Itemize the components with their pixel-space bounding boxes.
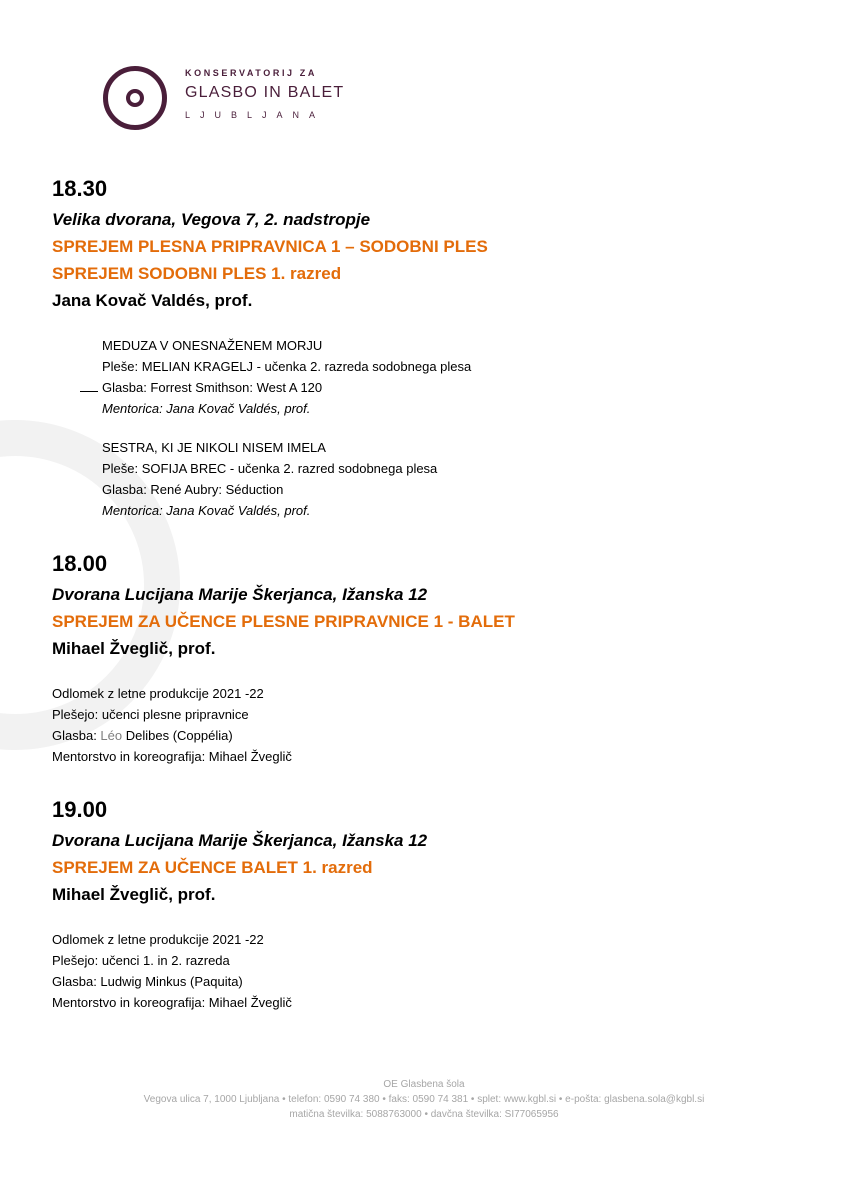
section-details bbox=[52, 683, 812, 767]
logo-text bbox=[185, 68, 344, 120]
details-choreography: Mentorstvo in koreografija: Mihael Žveglič bbox=[52, 749, 292, 764]
section-time: 18.00 bbox=[52, 551, 108, 576]
footer-registration: matična številka: 5088763000 • davčna številka: SI77065956 bbox=[289, 1109, 559, 1120]
logo-ring-icon bbox=[103, 66, 167, 130]
section-teacher: Mihael Žveglič, prof. bbox=[52, 885, 216, 904]
program-content bbox=[52, 174, 812, 1041]
section-venue: Dvorana Lucijana Marije Škerjanca, Ižanska 12 bbox=[52, 585, 428, 604]
section-time: 19.00 bbox=[52, 797, 108, 822]
logo-line-2: GLASBO IN BALET bbox=[185, 84, 345, 101]
piece-dancer: Pleše: MELIAN KRAGELJ - učenka 2. razreda sodobnega plesa bbox=[102, 359, 472, 374]
program-section-1800 bbox=[52, 549, 812, 767]
section-title: SPREJEM ZA UČENCE PLESNE PRIPRAVNICE 1 - BALET bbox=[52, 612, 515, 631]
program-section-1900 bbox=[52, 795, 812, 1013]
section-title: SPREJEM ZA UČENCE BALET 1. razred bbox=[52, 858, 373, 877]
section-title: SPREJEM PLESNA PRIPRAVNICA 1 – SODOBNI PLES bbox=[52, 237, 488, 256]
details-excerpt: Odlomek z letne produkcije 2021 -22 bbox=[52, 686, 264, 701]
section-time: 18.30 bbox=[52, 176, 108, 201]
details-dancers: Plešejo: učenci plesne pripravnice bbox=[52, 707, 249, 722]
details-dancers: Plešejo: učenci 1. in 2. razreda bbox=[52, 953, 230, 968]
details-music bbox=[52, 725, 812, 746]
piece-name: SESTRA, KI JE NIKOLI NISEM IMELA bbox=[102, 440, 326, 455]
piece-list bbox=[102, 335, 812, 521]
piece-name: MEDUZA V ONESNAŽENEM MORJU bbox=[102, 338, 323, 353]
section-venue: Velika dvorana, Vegova 7, 2. nadstropje bbox=[52, 210, 371, 229]
section-teacher: Mihael Žveglič, prof. bbox=[52, 639, 216, 658]
footer-unit: OE Glasbena šola bbox=[383, 1079, 465, 1090]
details-music: Glasba: Ludwig Minkus (Paquita) bbox=[52, 974, 243, 989]
page-footer bbox=[0, 1077, 848, 1122]
piece-music: Glasba: Forrest Smithson: West A 120 bbox=[102, 377, 812, 398]
piece-dancer: Pleše: SOFIJA BREC - učenka 2. razred sodobnega plesa bbox=[102, 461, 438, 476]
logo-line-1: KONSERVATORIJ ZA bbox=[185, 68, 317, 78]
section-venue: Dvorana Lucijana Marije Škerjanca, Ižanska 12 bbox=[52, 831, 428, 850]
music-first-name: Léo bbox=[100, 728, 123, 743]
music-prefix: Glasba: bbox=[52, 728, 101, 743]
music-rest: Delibes (Coppélia) bbox=[122, 728, 233, 743]
piece-music: Glasba: René Aubry: Séduction bbox=[102, 482, 284, 497]
section-title: SPREJEM SODOBNI PLES 1. razred bbox=[52, 264, 342, 283]
section-teacher: Jana Kovač Valdés, prof. bbox=[52, 291, 253, 310]
piece-mentor: Mentorica: Jana Kovač Valdés, prof. bbox=[102, 401, 311, 416]
logo-line-3: LJUBLJANA bbox=[185, 110, 326, 120]
section-details bbox=[52, 929, 812, 1013]
piece-item bbox=[102, 335, 812, 419]
details-choreography: Mentorstvo in koreografija: Mihael Žveglič bbox=[52, 995, 292, 1010]
footer-contacts: Vegova ulica 7, 1000 Ljubljana • telefon: 0590 74 380 • faks: 0590 74 381 • splet: www.kgbl.si • e-pošta: glasbena.sola@kgbl.si bbox=[143, 1094, 705, 1105]
program-section-1830 bbox=[52, 174, 812, 521]
details-excerpt: Odlomek z letne produkcije 2021 -22 bbox=[52, 932, 264, 947]
piece-item bbox=[102, 437, 812, 521]
piece-mentor: Mentorica: Jana Kovač Valdés, prof. bbox=[102, 503, 311, 518]
